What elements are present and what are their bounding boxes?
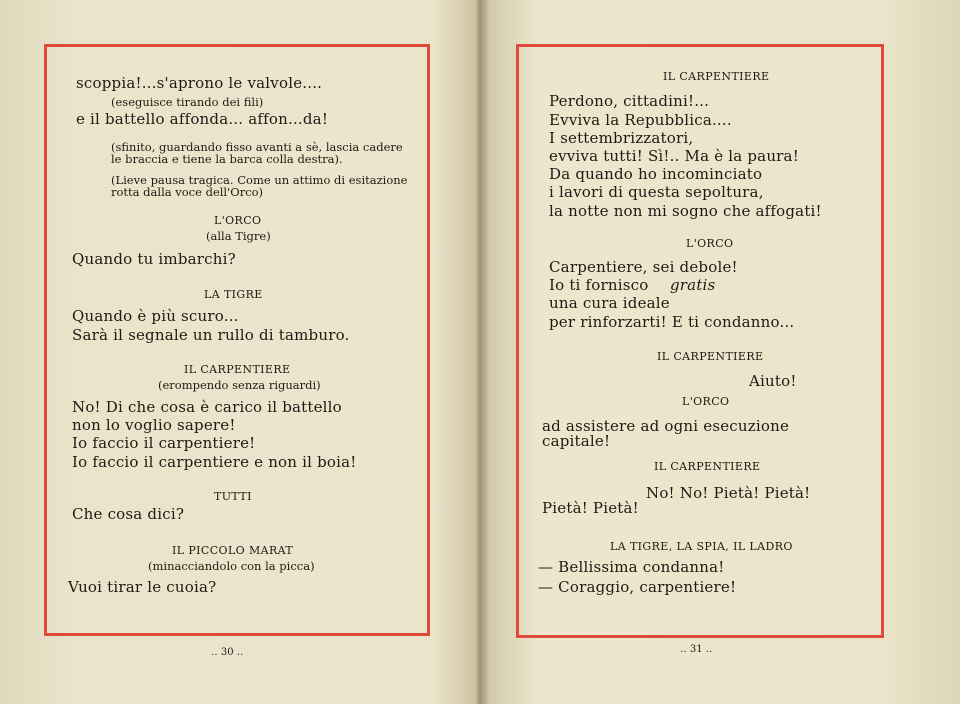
character-name: IL CARPENTIERE <box>657 350 764 363</box>
verse-line: — Bellissima condanna! <box>538 558 725 576</box>
verse-line: No! No! Pietà! Pietà! <box>646 484 811 502</box>
page-number: ‥ 31 ‥ <box>680 644 713 655</box>
character-name: TUTTI <box>214 490 252 503</box>
verse-line: Quando tu imbarchi? <box>72 250 236 268</box>
verse-line: per rinforzarti! E ti condanno... <box>549 313 795 331</box>
character-name: IL CARPENTIERE <box>654 460 761 473</box>
verse-line: Pietà! Pietà! <box>542 499 639 517</box>
stage-direction: (erompendo senza riguardi) <box>158 378 321 392</box>
verse-line: evviva tutti! Sì!.. Ma è la paura! <box>549 147 799 165</box>
character-name: IL CARPENTIERE <box>663 70 770 83</box>
verse-line: Io ti fornisco <box>549 276 649 294</box>
stage-direction: le braccia e tiene la barca colla destra). <box>111 152 343 166</box>
page-number: ‥ 30 ‥ <box>211 647 244 658</box>
stage-direction: (Lieve pausa tragica. Come un attimo di esitazione <box>111 173 408 187</box>
verse-line: ad assistere ad ogni esecuzione <box>542 417 790 435</box>
verse-line: non lo voglio sapere! <box>72 416 236 434</box>
verse-line: Quando è più scuro... <box>72 307 239 325</box>
character-name: LA TIGRE <box>204 288 263 301</box>
right-page <box>480 0 960 704</box>
verse-line: I settembrizzatori, <box>549 129 694 147</box>
verse-line: Da quando ho incominciato <box>549 165 763 183</box>
verse-line: Io faccio il carpentiere! <box>72 434 256 452</box>
verse-line: la notte non mi sogno che affogati! <box>549 202 822 220</box>
right-page-text <box>480 0 960 704</box>
verse-line: una cura ideale <box>549 294 670 312</box>
character-name: LA TIGRE, LA SPIA, IL LADRO <box>610 540 793 553</box>
character-name: IL CARPENTIERE <box>184 363 291 376</box>
character-name: IL PICCOLO MARAT <box>172 544 294 557</box>
verse-line: Carpentiere, sei debole! <box>549 258 738 276</box>
verse-line: scoppia!...s'aprono le valvole.... <box>76 74 323 92</box>
verse-line: Vuoi tirar le cuoia? <box>68 578 217 596</box>
stage-direction: (minacciandolo con la picca) <box>148 559 315 573</box>
verse-line: Sarà il segnale un rullo di tamburo. <box>72 326 350 344</box>
verse-line: Che cosa dici? <box>72 505 185 523</box>
verse-line-italic: gratis <box>670 276 716 294</box>
verse-line: Aiuto! <box>749 372 797 390</box>
character-name: L'ORCO <box>686 237 734 250</box>
verse-line: No! Di che cosa è carico il battello <box>72 398 342 416</box>
verse-line: Perdono, cittadini!... <box>549 92 710 110</box>
stage-direction: (sfinito, guardando fisso avanti a sè, lascia cadere <box>111 140 403 154</box>
stage-direction: (alla Tigre) <box>206 229 271 243</box>
character-name: L'ORCO <box>682 395 730 408</box>
verse-line: i lavori di questa sepoltura, <box>549 183 764 201</box>
verse-line: Io faccio il carpentiere e non il boia! <box>72 453 357 471</box>
stage-direction: (eseguisce tirando dei fili) <box>111 95 264 109</box>
stage-direction: rotta dalla voce dell'Orco) <box>111 185 264 199</box>
verse-line: capitale! <box>542 432 611 450</box>
verse-line: — Coraggio, carpentiere! <box>538 578 737 596</box>
character-name: L'ORCO <box>214 214 262 227</box>
verse-line: Evviva la Repubblica.... <box>549 111 732 129</box>
verse-line: e il battello affonda... affon...da! <box>76 110 329 128</box>
